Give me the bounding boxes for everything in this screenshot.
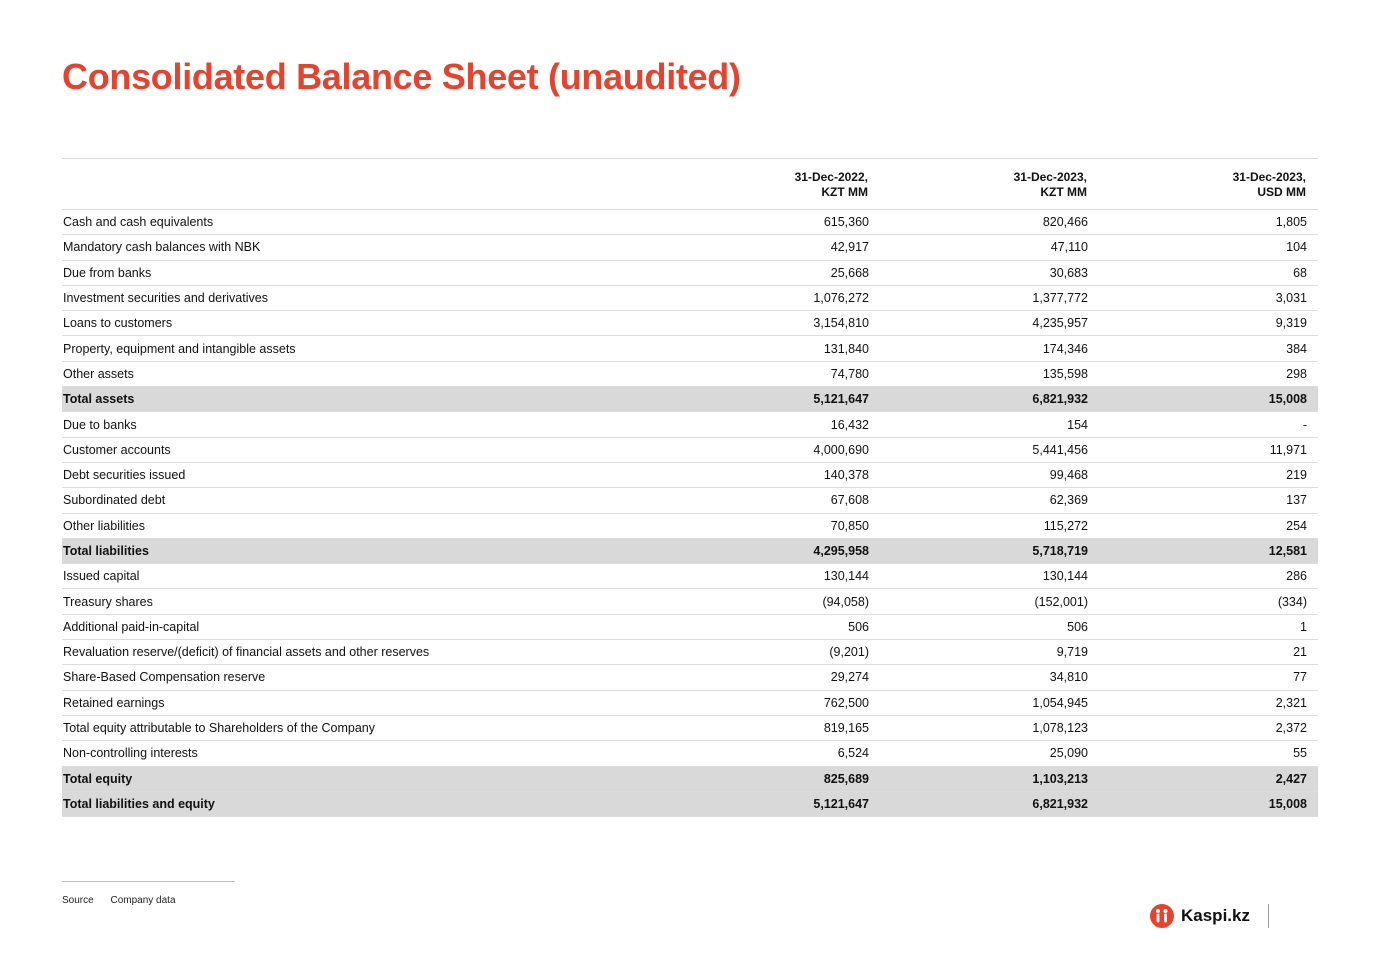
cell-value-dec-2022-kzt: 4,295,958 [813,544,869,558]
table-row [62,412,1318,437]
cell-value-dec-2023-usd: 12,581 [1268,544,1307,558]
row-label: Cash and cash equivalents [63,215,214,230]
table-row [62,564,1318,589]
cell-value-dec-2023-kzt: 130,144 [1042,569,1088,584]
cell-value-dec-2023-kzt: 9,719 [1056,645,1088,660]
page-title: Consolidated Balance Sheet (unaudited) [62,56,741,97]
cell-value-dec-2023-usd: 11,971 [1269,442,1307,457]
table-row [62,640,1318,665]
cell-value-dec-2023-usd: 15,008 [1268,796,1307,811]
column-header-line1: 31-Dec-2023, [1013,170,1087,184]
table-body [62,210,1318,817]
cell-value-dec-2023-kzt: 99,468 [1049,468,1088,483]
cell-value-dec-2022-kzt: 25,668 [830,265,869,280]
cell-value-dec-2022-kzt: 5,121,647 [813,796,869,811]
cell-value-dec-2023-kzt: 5,718,719 [1032,544,1088,558]
cell-value-dec-2023-kzt: 820,466 [1042,215,1088,230]
cell-value-dec-2022-kzt: 130,144 [823,569,869,584]
row-label: Investment securities and derivatives [63,291,268,306]
column-header-line2: KZT MM [1040,185,1087,199]
cell-value-dec-2022-kzt: 16,432 [830,417,869,432]
cell-value-dec-2023-kzt: 6,821,932 [1032,392,1088,407]
row-label: Non-controlling interests [63,746,198,761]
cell-value-dec-2022-kzt: 3,154,810 [813,316,869,331]
cell-value-dec-2023-usd: 219 [1286,468,1307,483]
row-label: Share-Based Compensation reserve [63,670,266,685]
row-label: Loans to customers [63,316,173,331]
row-label: Total liabilities [63,544,149,558]
column-header-dec-2022-kzt [649,159,868,209]
cell-value-dec-2022-kzt: 5,121,647 [813,392,869,407]
cell-value-dec-2023-usd: 104 [1286,240,1307,255]
cell-value-dec-2023-kzt: 62,369 [1049,493,1088,508]
cell-value-dec-2022-kzt: 42,917 [830,240,869,255]
row-label: Due from banks [63,265,152,280]
table-row [62,311,1318,336]
balance-sheet-table [62,158,1318,817]
cell-value-dec-2023-usd: 286 [1286,569,1307,584]
row-label: Issued capital [63,569,140,584]
row-label: Total equity attributable to Shareholders of the Company [63,721,375,736]
row-label: Total equity [63,771,133,786]
cell-value-dec-2023-kzt: 174,346 [1042,341,1088,356]
cell-value-dec-2023-usd: 1,805 [1275,215,1307,230]
row-label: Subordinated debt [63,493,166,508]
cell-value-dec-2023-kzt: (152,001) [1034,594,1088,609]
brand-logo [1150,904,1250,928]
cell-value-dec-2023-usd: 384 [1286,341,1307,356]
cell-value-dec-2023-kzt: 1,377,772 [1032,291,1088,306]
table-row [62,615,1318,640]
cell-value-dec-2023-usd: 3,031 [1275,291,1307,306]
table-row [62,514,1318,539]
cell-value-dec-2022-kzt: (9,201) [829,645,869,660]
row-label: Customer accounts [63,442,171,457]
brand-name: Kaspi.kz [1181,906,1250,925]
table-header [62,159,1318,210]
source-value: Company data [110,895,176,906]
table-row [62,336,1318,361]
total-row [62,387,1318,412]
total-row [62,792,1318,817]
cell-value-dec-2022-kzt: 819,165 [823,721,869,736]
cell-value-dec-2023-kzt: 506 [1067,619,1088,634]
cell-value-dec-2023-usd: (334) [1277,594,1307,609]
cell-value-dec-2023-usd: 2,321 [1275,695,1307,710]
total-row [62,767,1318,792]
row-label: Retained earnings [63,695,165,710]
cell-value-dec-2022-kzt: 67,608 [830,493,869,508]
table-row [62,286,1318,311]
table-row [62,438,1318,463]
cell-value-dec-2022-kzt: (94,058) [822,594,869,609]
cell-value-dec-2022-kzt: 506 [848,619,869,634]
cell-value-dec-2023-usd: 68 [1293,265,1307,280]
column-header-line2: KZT MM [821,185,868,199]
cell-value-dec-2023-kzt: 1,054,945 [1032,695,1088,710]
row-label: Other liabilities [63,518,145,533]
table-row [62,741,1318,766]
cell-value-dec-2023-kzt: 135,598 [1042,366,1088,381]
kaspi-logo-icon [1150,904,1174,928]
cell-value-dec-2023-usd: 137 [1286,493,1307,508]
table-row [62,691,1318,716]
cell-value-dec-2023-usd: 9,319 [1275,316,1307,331]
row-label: Mandatory cash balances with NBK [63,240,261,255]
cell-value-dec-2022-kzt: 74,780 [830,366,869,381]
table-row [62,210,1318,235]
cell-value-dec-2023-usd: 298 [1286,366,1307,381]
cell-value-dec-2023-kzt: 6,821,932 [1032,796,1088,811]
cell-value-dec-2023-kzt: 47,110 [1050,240,1088,255]
cell-value-dec-2023-kzt: 25,090 [1049,746,1088,761]
cell-value-dec-2023-kzt: 30,683 [1049,265,1088,280]
total-row [62,539,1318,564]
table-row [62,235,1318,260]
cell-value-dec-2023-kzt: 1,103,213 [1032,771,1088,786]
cell-value-dec-2022-kzt: 140,378 [823,468,869,483]
cell-value-dec-2022-kzt: 29,274 [830,670,869,685]
table-row [62,261,1318,286]
cell-value-dec-2023-usd: 2,372 [1275,721,1307,736]
row-label: Revaluation reserve/(deficit) of financial assets and other reserves [63,645,430,660]
table-row [62,665,1318,690]
row-label: Property, equipment and intangible assets [63,341,296,356]
table-row [62,589,1318,614]
cell-value-dec-2023-kzt: 115,272 [1043,518,1088,533]
cell-value-dec-2022-kzt: 70,850 [830,518,869,533]
cell-value-dec-2023-usd: - [1302,417,1307,432]
cell-value-dec-2022-kzt: 6,524 [837,746,869,761]
source-label: Source [62,895,94,906]
cell-value-dec-2023-kzt: 4,235,957 [1032,316,1088,331]
cell-value-dec-2022-kzt: 1,076,272 [813,291,869,306]
source-note [62,895,176,906]
cell-value-dec-2023-usd: 2,427 [1275,771,1307,786]
cell-value-dec-2023-usd: 77 [1293,670,1307,685]
cell-value-dec-2022-kzt: 762,500 [823,695,869,710]
row-label: Total liabilities and equity [63,796,215,811]
cell-value-dec-2023-usd: 254 [1286,518,1307,533]
row-label: Total assets [63,392,135,407]
row-label: Debt securities issued [63,468,186,483]
brand-divider [1268,904,1269,928]
column-header-line1: 31-Dec-2023, [1232,170,1306,184]
cell-value-dec-2023-usd: 15,008 [1268,392,1307,407]
table-row [62,488,1318,513]
cell-value-dec-2022-kzt: 4,000,690 [813,442,869,457]
row-label: Additional paid-in-capital [63,619,200,634]
cell-value-dec-2023-kzt: 1,078,123 [1032,721,1088,736]
cell-value-dec-2022-kzt: 615,360 [823,215,869,230]
column-header-dec-2023-usd [1087,159,1306,209]
cell-value-dec-2023-usd: 1 [1300,619,1307,634]
cell-value-dec-2022-kzt: 825,689 [823,771,869,786]
column-header-line1: 31-Dec-2022, [794,170,868,184]
row-label: Treasury shares [63,594,153,609]
cell-value-dec-2022-kzt: 131,840 [823,341,869,356]
cell-value-dec-2023-kzt: 34,810 [1049,670,1088,685]
footnote-divider [62,881,235,882]
header-label-spacer [62,159,649,209]
table-row [62,463,1318,488]
row-label: Due to banks [63,417,137,432]
table-row [62,716,1318,741]
cell-value-dec-2023-kzt: 154 [1067,417,1088,432]
column-header-line2: USD MM [1257,185,1306,199]
row-label: Other assets [63,366,134,381]
cell-value-dec-2023-kzt: 5,441,456 [1032,442,1088,457]
column-header-dec-2023-kzt [868,159,1087,209]
cell-value-dec-2023-usd: 55 [1293,746,1307,761]
table-row [62,362,1318,387]
cell-value-dec-2023-usd: 21 [1293,645,1307,660]
